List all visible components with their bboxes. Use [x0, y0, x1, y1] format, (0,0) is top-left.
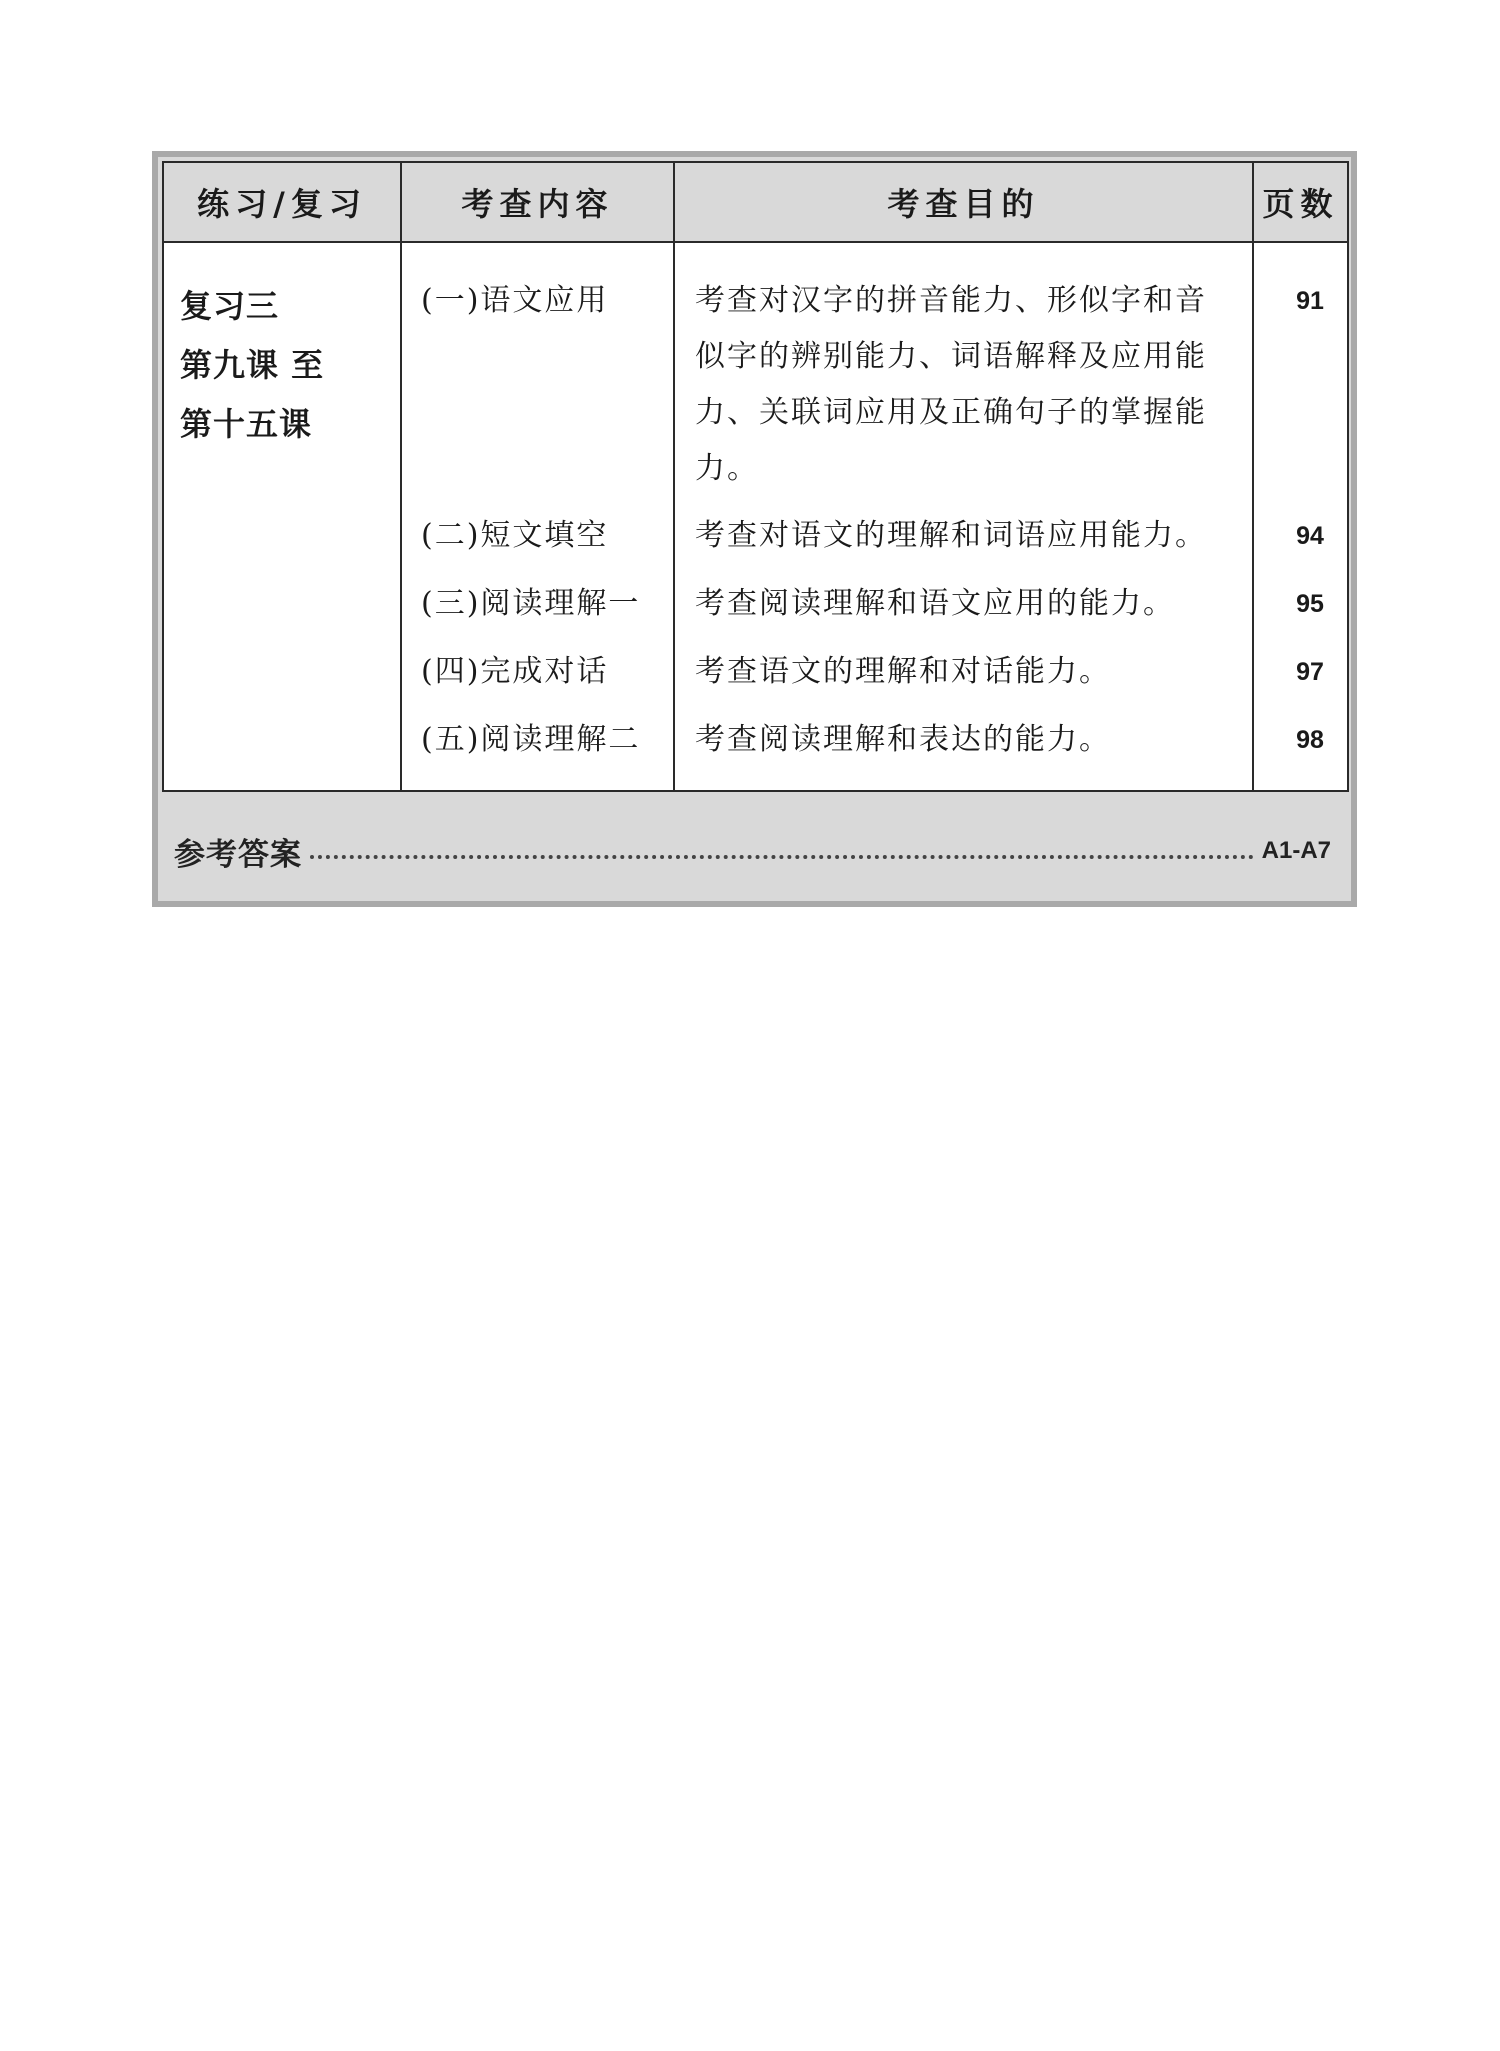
purpose-item: 考查语文的理解和对话能力。 [695, 654, 1111, 689]
review-title: 复习三 [180, 287, 280, 325]
content-column [401, 242, 674, 791]
header-page: 页数 [1253, 162, 1348, 242]
review-range-start: 第九课 至 [180, 346, 325, 384]
header-row [163, 162, 1348, 242]
content-item: (五)阅读理解二 [421, 722, 641, 757]
header-review: 练习/复习 [163, 162, 401, 242]
header-purpose: 考查目的 [674, 162, 1253, 242]
content-item: (三)阅读理解一 [421, 586, 641, 621]
page-number: 98 [1296, 726, 1324, 754]
purpose-item: 考查阅读理解和表达的能力。 [695, 722, 1111, 757]
purpose-item: 考查对汉字的拼音能力、形似字和音似字的辨别能力、词语解释及应用能力、关联词应用及正确句子的掌握能力。 [695, 283, 1207, 486]
content-item: (二)短文填空 [421, 518, 609, 553]
content-item: (一)语文应用 [421, 283, 609, 318]
review-cell [163, 242, 401, 791]
toc-table [162, 161, 1349, 792]
table-row [163, 242, 1348, 791]
page-number: 95 [1296, 590, 1324, 618]
content-item: (四)完成对话 [421, 654, 609, 689]
purpose-item: 考查阅读理解和语文应用的能力。 [695, 586, 1175, 621]
table-of-contents [152, 151, 1357, 907]
header-content: 考查内容 [401, 162, 674, 242]
answer-key-entry [174, 823, 1331, 879]
page-number: 94 [1296, 522, 1324, 550]
page-number: 97 [1296, 658, 1324, 686]
purpose-item: 考查对语文的理解和词语应用能力。 [695, 518, 1207, 553]
page-number: 91 [1296, 287, 1324, 315]
answer-key-pages: A1-A7 [1261, 837, 1331, 864]
purpose-column [674, 242, 1253, 791]
review-range-end: 第十五课 [180, 405, 313, 443]
page-column [1253, 242, 1348, 791]
dot-leader [310, 855, 1254, 859]
answer-key-label: 参考答案 [174, 836, 302, 873]
